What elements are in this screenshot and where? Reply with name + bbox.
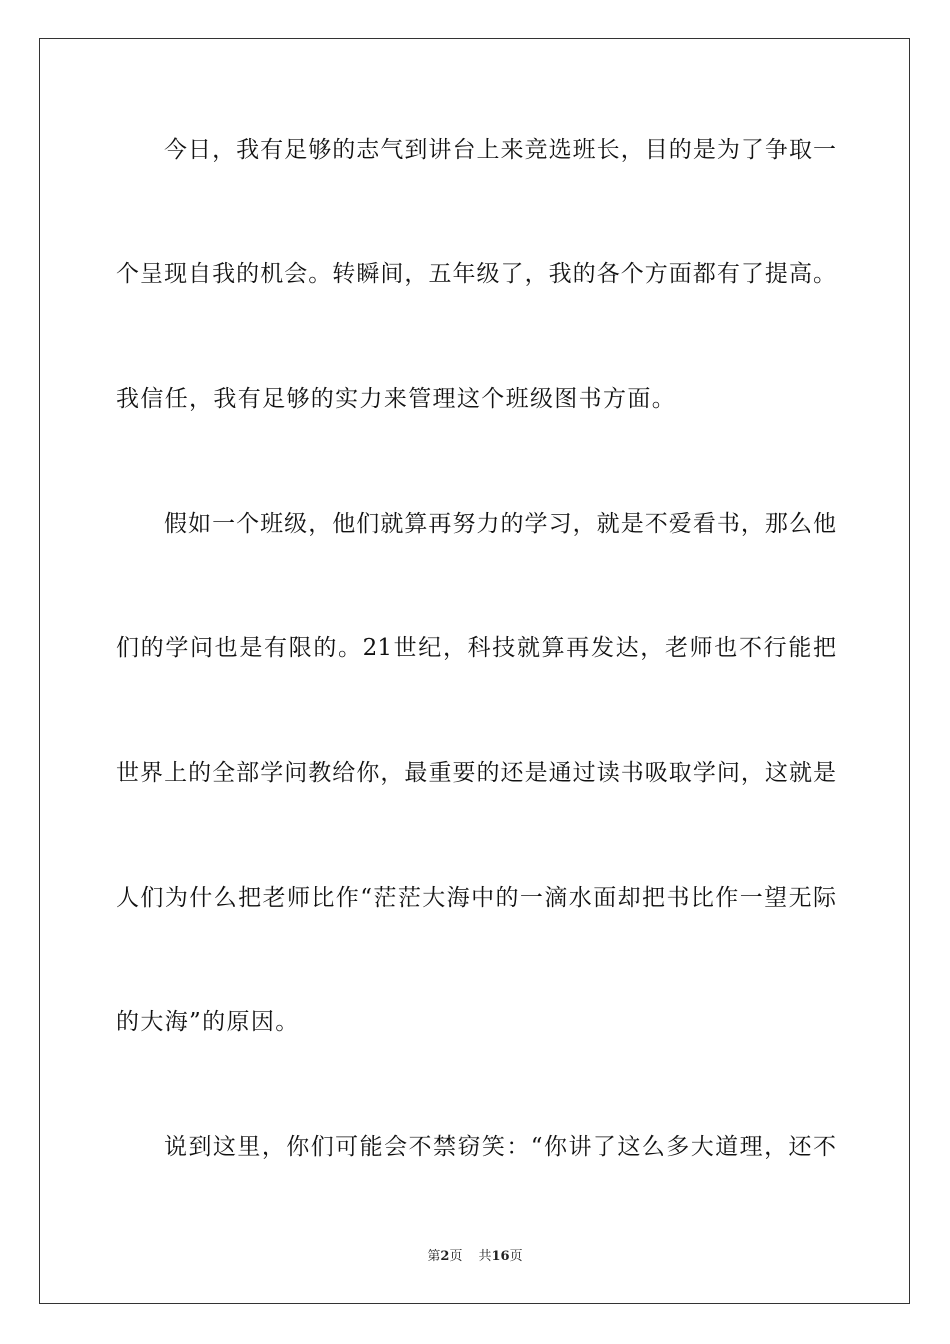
- page-number: 2: [440, 1249, 450, 1264]
- paragraph-1-line-2: 个呈现自我的机会。转瞬间，五年级了，我的各个方面都有了提高。: [116, 261, 836, 287]
- page-label-suffix: 页: [449, 1249, 463, 1264]
- paragraph-2-line-3: 世界上的全部学问教给你，最重要的还是通过读书吸取学问，这就是: [116, 760, 836, 786]
- paragraph-2-line-4: 人们为什么把老师比作“茫茫大海中的一滴水面却把书比作一望无际: [116, 885, 836, 911]
- total-pages: 16: [491, 1249, 510, 1264]
- paragraph-2-line-5: 的大海”的原因。: [116, 1009, 300, 1035]
- paragraph-1-line-3: 我信任，我有足够的实力来管理这个班级图书方面。: [116, 386, 677, 412]
- page-label-prefix: 第: [427, 1249, 441, 1264]
- paragraph-2-line-2: 们的学问也是有限的。21世纪，科技就算再发达，老师也不行能把: [116, 635, 836, 661]
- page-footer: [0, 1248, 950, 1266]
- paragraph-3-line-1: 说到这里，你们可能会不禁窃笑：“你讲了这么多大道理，还不: [164, 1134, 836, 1160]
- page-border: [39, 38, 910, 1304]
- paragraph-1-line-1: 今日，我有足够的志气到讲台上来竞选班长，目的是为了争取一: [164, 137, 836, 163]
- total-label-suffix: 页: [509, 1249, 523, 1264]
- total-label-prefix: 共: [478, 1249, 492, 1264]
- paragraph-2-line-1: 假如一个班级，他们就算再努力的学习，就是不爱看书，那么他: [164, 511, 836, 537]
